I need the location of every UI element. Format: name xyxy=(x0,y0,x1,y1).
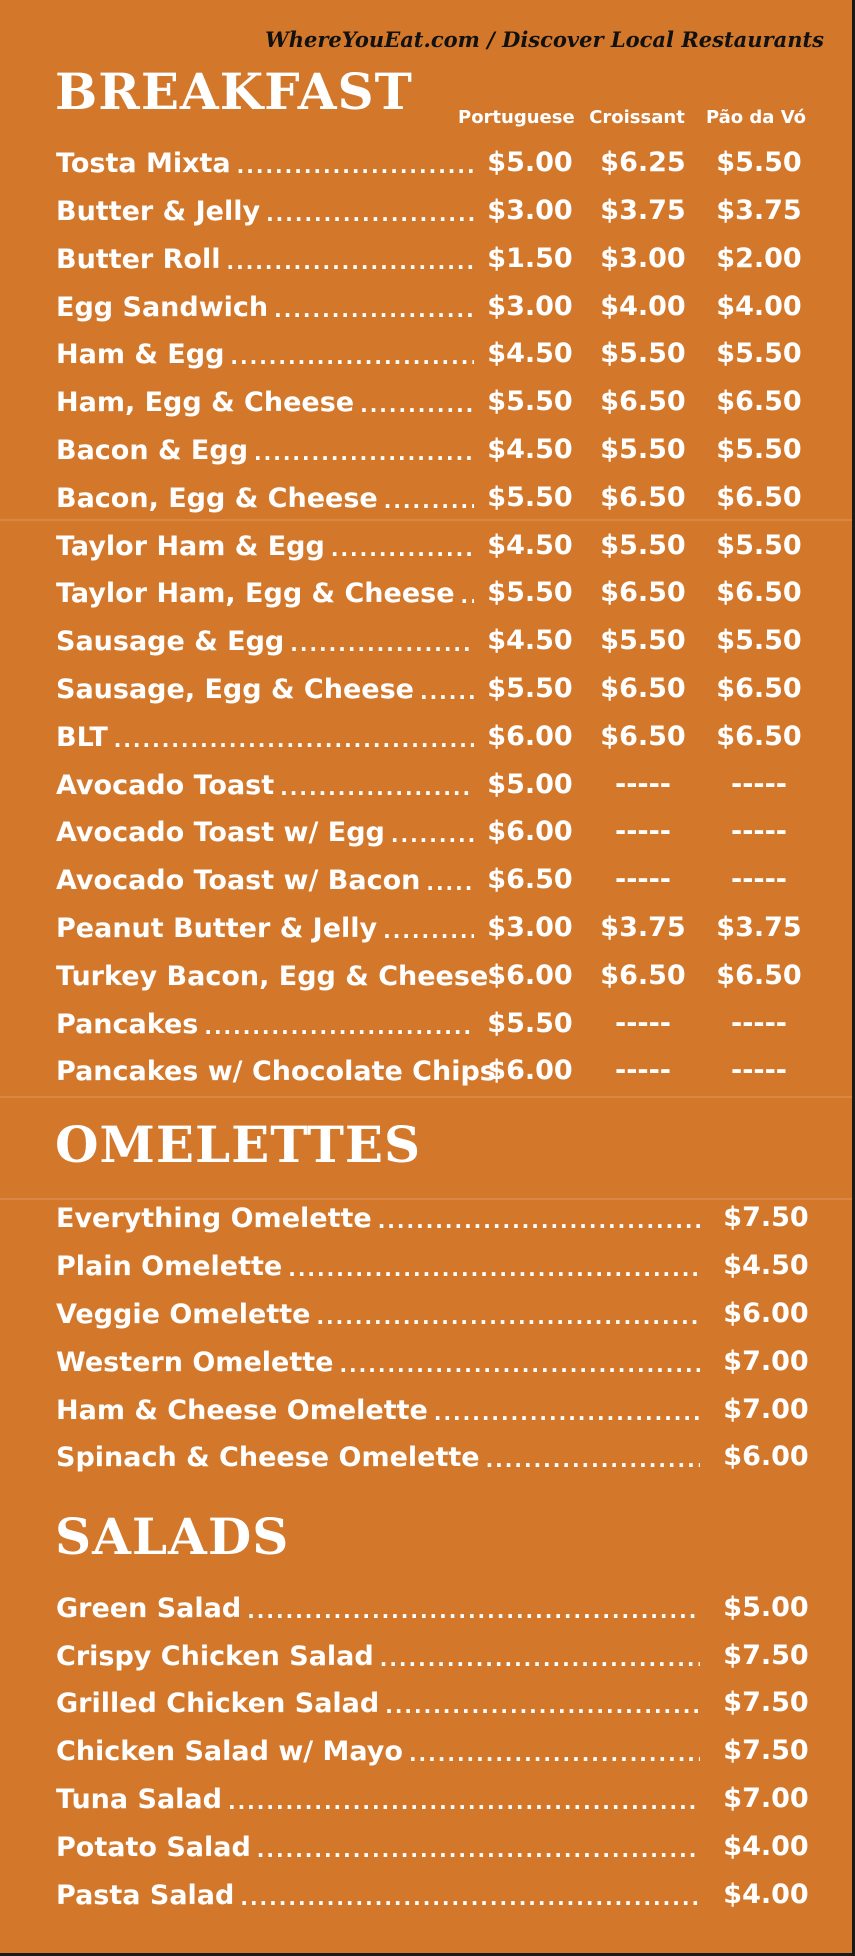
price-pao-da-vo: $6.50 xyxy=(716,673,802,704)
dot-leader xyxy=(360,393,474,417)
dot-leader xyxy=(240,1886,700,1910)
item-name: Grilled Chicken Salad xyxy=(56,1687,380,1719)
list-item xyxy=(56,860,480,900)
item-price: $4.50 xyxy=(723,1250,809,1281)
price-portuguese: $5.50 xyxy=(487,1008,573,1039)
price-portuguese: $5.50 xyxy=(487,386,573,417)
dot-leader xyxy=(316,1305,700,1329)
item-name: Plain Omelette xyxy=(56,1250,283,1282)
item-name: Everything Omelette xyxy=(56,1202,372,1234)
item-price: $7.00 xyxy=(723,1346,809,1377)
price-pao-da-vo: ----- xyxy=(730,1055,788,1086)
price-portuguese: $6.00 xyxy=(487,960,573,991)
dot-leader xyxy=(237,154,474,178)
list-item xyxy=(56,573,480,613)
price-portuguese: $5.00 xyxy=(487,769,573,800)
list-item xyxy=(56,1731,706,1771)
dot-leader xyxy=(280,776,474,800)
dot-leader xyxy=(331,537,474,561)
item-price: $6.00 xyxy=(723,1441,809,1472)
price-croissant: $5.50 xyxy=(600,434,686,465)
item-name: Taylor Ham, Egg & Cheese xyxy=(56,577,455,609)
dot-leader xyxy=(274,298,474,322)
dot-leader xyxy=(391,823,474,847)
dot-leader xyxy=(257,1838,700,1862)
price-portuguese: $5.50 xyxy=(487,577,573,608)
price-croissant: $3.75 xyxy=(600,195,686,226)
price-pao-da-vo: $3.75 xyxy=(716,912,802,943)
item-name: Bacon & Egg xyxy=(56,434,249,466)
list-item xyxy=(56,621,480,661)
dot-leader xyxy=(385,1694,700,1718)
item-price: $4.00 xyxy=(723,1831,809,1862)
price-croissant: ----- xyxy=(614,1008,672,1039)
price-portuguese: $3.00 xyxy=(487,291,573,322)
price-pao-da-vo: $3.75 xyxy=(716,195,802,226)
item-price: $7.50 xyxy=(723,1735,809,1766)
item-name: Ham & Cheese Omelette xyxy=(56,1394,428,1426)
dot-leader xyxy=(290,632,474,656)
dot-leader xyxy=(228,1790,700,1814)
item-price: $7.00 xyxy=(723,1394,809,1425)
dot-leader xyxy=(378,1209,700,1233)
item-price: $5.00 xyxy=(723,1592,809,1623)
price-portuguese: $5.00 xyxy=(487,147,573,178)
dot-leader xyxy=(409,1742,700,1766)
dot-leader xyxy=(230,345,474,369)
item-name: Potato Salad xyxy=(56,1831,251,1863)
item-price: $7.00 xyxy=(723,1783,809,1814)
price-pao-da-vo: ----- xyxy=(730,816,788,847)
item-name: Avocado Toast w/ Bacon xyxy=(56,864,421,896)
item-name: Egg Sandwich xyxy=(56,291,269,323)
price-portuguese: $6.00 xyxy=(487,721,573,752)
dot-leader xyxy=(204,1015,474,1039)
item-name: Avocado Toast w/ Egg xyxy=(56,816,385,848)
dot-leader xyxy=(434,1401,700,1425)
list-item xyxy=(56,143,480,183)
list-item xyxy=(56,908,480,948)
price-portuguese: $6.50 xyxy=(487,864,573,895)
price-pao-da-vo: $5.50 xyxy=(716,147,802,178)
item-price: $4.00 xyxy=(723,1879,809,1910)
item-name: Ham & Egg xyxy=(56,338,225,370)
list-item xyxy=(56,1683,706,1723)
dot-leader xyxy=(288,1257,700,1281)
price-portuguese: $4.50 xyxy=(487,625,573,656)
item-name: BLT xyxy=(56,721,108,753)
list-item xyxy=(56,1390,706,1430)
list-item xyxy=(56,1588,706,1628)
dot-leader xyxy=(426,871,474,895)
item-price: $6.00 xyxy=(723,1298,809,1329)
price-croissant: ----- xyxy=(614,1055,672,1086)
list-item xyxy=(56,717,480,757)
list-item xyxy=(56,812,480,852)
list-item xyxy=(56,334,480,374)
item-name: Ham, Egg & Cheese xyxy=(56,386,355,418)
item-name: Green Salad xyxy=(56,1592,242,1624)
list-item xyxy=(56,1294,706,1334)
list-item xyxy=(56,1004,480,1044)
price-croissant: $5.50 xyxy=(600,338,686,369)
price-pao-da-vo: $6.50 xyxy=(716,482,802,513)
price-pao-da-vo: $6.50 xyxy=(716,721,802,752)
price-pao-da-vo: $2.00 xyxy=(716,243,802,274)
paper-fold-line xyxy=(0,519,852,521)
dot-leader xyxy=(383,919,474,943)
price-portuguese: $3.00 xyxy=(487,195,573,226)
price-portuguese: $5.50 xyxy=(487,482,573,513)
list-item xyxy=(56,382,480,422)
price-portuguese: $3.00 xyxy=(487,912,573,943)
price-portuguese: $1.50 xyxy=(487,243,573,274)
price-portuguese: $6.00 xyxy=(487,816,573,847)
list-item xyxy=(56,1779,706,1819)
item-name: Western Omelette xyxy=(56,1346,334,1378)
list-item xyxy=(56,1827,706,1867)
list-item xyxy=(56,765,480,805)
price-portuguese: $5.50 xyxy=(487,673,573,704)
dot-leader xyxy=(266,202,474,226)
price-pao-da-vo: $5.50 xyxy=(716,625,802,656)
price-pao-da-vo: ----- xyxy=(730,864,788,895)
item-name: Peanut Butter & Jelly xyxy=(56,912,378,944)
dot-leader xyxy=(339,1353,700,1377)
column-header-portuguese: Portuguese xyxy=(458,107,575,128)
list-item xyxy=(56,1437,706,1477)
breakfast-title: BREAKFAST xyxy=(55,62,413,121)
item-name: Tuna Salad xyxy=(56,1783,222,1815)
price-pao-da-vo: $5.50 xyxy=(716,338,802,369)
price-croissant: $6.50 xyxy=(600,386,686,417)
price-pao-da-vo: ----- xyxy=(730,1008,788,1039)
item-name: Avocado Toast xyxy=(56,769,275,801)
item-name: Chicken Salad w/ Mayo xyxy=(56,1735,403,1767)
item-name: Pancakes xyxy=(56,1008,199,1040)
price-pao-da-vo: $4.00 xyxy=(716,291,802,322)
list-item xyxy=(56,526,480,566)
list-item xyxy=(56,191,480,231)
salads-title: SALADS xyxy=(55,1507,290,1566)
item-name: Butter & Jelly xyxy=(56,195,261,227)
dot-leader xyxy=(461,584,474,608)
price-croissant: $6.50 xyxy=(600,673,686,704)
price-pao-da-vo: $5.50 xyxy=(716,530,802,561)
dot-leader xyxy=(247,1599,700,1623)
list-item xyxy=(56,1875,706,1915)
item-name: Pancakes w/ Chocolate Chips xyxy=(56,1055,496,1087)
dot-leader xyxy=(486,1448,700,1472)
item-name: Pasta Salad xyxy=(56,1879,235,1911)
list-item xyxy=(56,1051,496,1091)
item-name: Spinach & Cheese Omelette xyxy=(56,1441,480,1473)
price-portuguese: $4.50 xyxy=(487,434,573,465)
price-croissant: $6.25 xyxy=(600,147,686,178)
watermark: WhereYouEat.com / Discover Local Restaurants xyxy=(265,27,824,52)
price-croissant: $3.00 xyxy=(600,243,686,274)
dot-leader xyxy=(380,1647,700,1671)
omelettes-title: OMELETTES xyxy=(55,1115,422,1174)
list-item xyxy=(56,1636,706,1676)
item-name: Taylor Ham & Egg xyxy=(56,530,325,562)
price-pao-da-vo: $6.50 xyxy=(716,386,802,417)
dot-leader xyxy=(114,728,474,752)
price-croissant: ----- xyxy=(614,816,672,847)
price-croissant: $5.50 xyxy=(600,530,686,561)
price-portuguese: $4.50 xyxy=(487,338,573,369)
item-price: $7.50 xyxy=(723,1640,809,1671)
item-name: Tosta Mixta xyxy=(56,147,231,179)
list-item xyxy=(56,478,480,518)
list-item xyxy=(56,956,489,996)
price-croissant: $4.00 xyxy=(600,291,686,322)
item-price: $7.50 xyxy=(723,1202,809,1233)
price-pao-da-vo: ----- xyxy=(730,769,788,800)
item-name: Butter Roll xyxy=(56,243,221,275)
price-croissant: $6.50 xyxy=(600,960,686,991)
item-name: Veggie Omelette xyxy=(56,1298,311,1330)
price-pao-da-vo: $6.50 xyxy=(716,577,802,608)
list-item xyxy=(56,287,480,327)
price-croissant: $3.75 xyxy=(600,912,686,943)
dot-leader xyxy=(227,250,475,274)
item-name: Sausage & Egg xyxy=(56,625,285,657)
list-item xyxy=(56,1342,706,1382)
dot-leader xyxy=(254,441,474,465)
list-item xyxy=(56,1198,706,1238)
column-header-croissant: Croissant xyxy=(589,107,685,128)
item-name: Crispy Chicken Salad xyxy=(56,1640,374,1672)
dot-leader xyxy=(420,680,474,704)
price-portuguese: $4.50 xyxy=(487,530,573,561)
list-item xyxy=(56,430,480,470)
item-name: Sausage, Egg & Cheese xyxy=(56,673,414,705)
price-pao-da-vo: $6.50 xyxy=(716,960,802,991)
list-item xyxy=(56,239,480,279)
price-croissant: $5.50 xyxy=(600,625,686,656)
price-croissant: ----- xyxy=(614,864,672,895)
column-header-pao-da-vo: Pão da Vó xyxy=(705,107,807,128)
price-croissant: ----- xyxy=(614,769,672,800)
price-croissant: $6.50 xyxy=(600,577,686,608)
price-croissant: $6.50 xyxy=(600,721,686,752)
price-croissant: $6.50 xyxy=(600,482,686,513)
dot-leader xyxy=(384,489,474,513)
list-item xyxy=(56,669,480,709)
price-pao-da-vo: $5.50 xyxy=(716,434,802,465)
item-price: $7.50 xyxy=(723,1687,809,1718)
list-item xyxy=(56,1246,706,1286)
price-portuguese: $6.00 xyxy=(487,1055,573,1086)
item-name: Turkey Bacon, Egg & Cheese xyxy=(56,960,489,992)
item-name: Bacon, Egg & Cheese xyxy=(56,482,378,514)
paper-fold-line xyxy=(0,1096,852,1098)
